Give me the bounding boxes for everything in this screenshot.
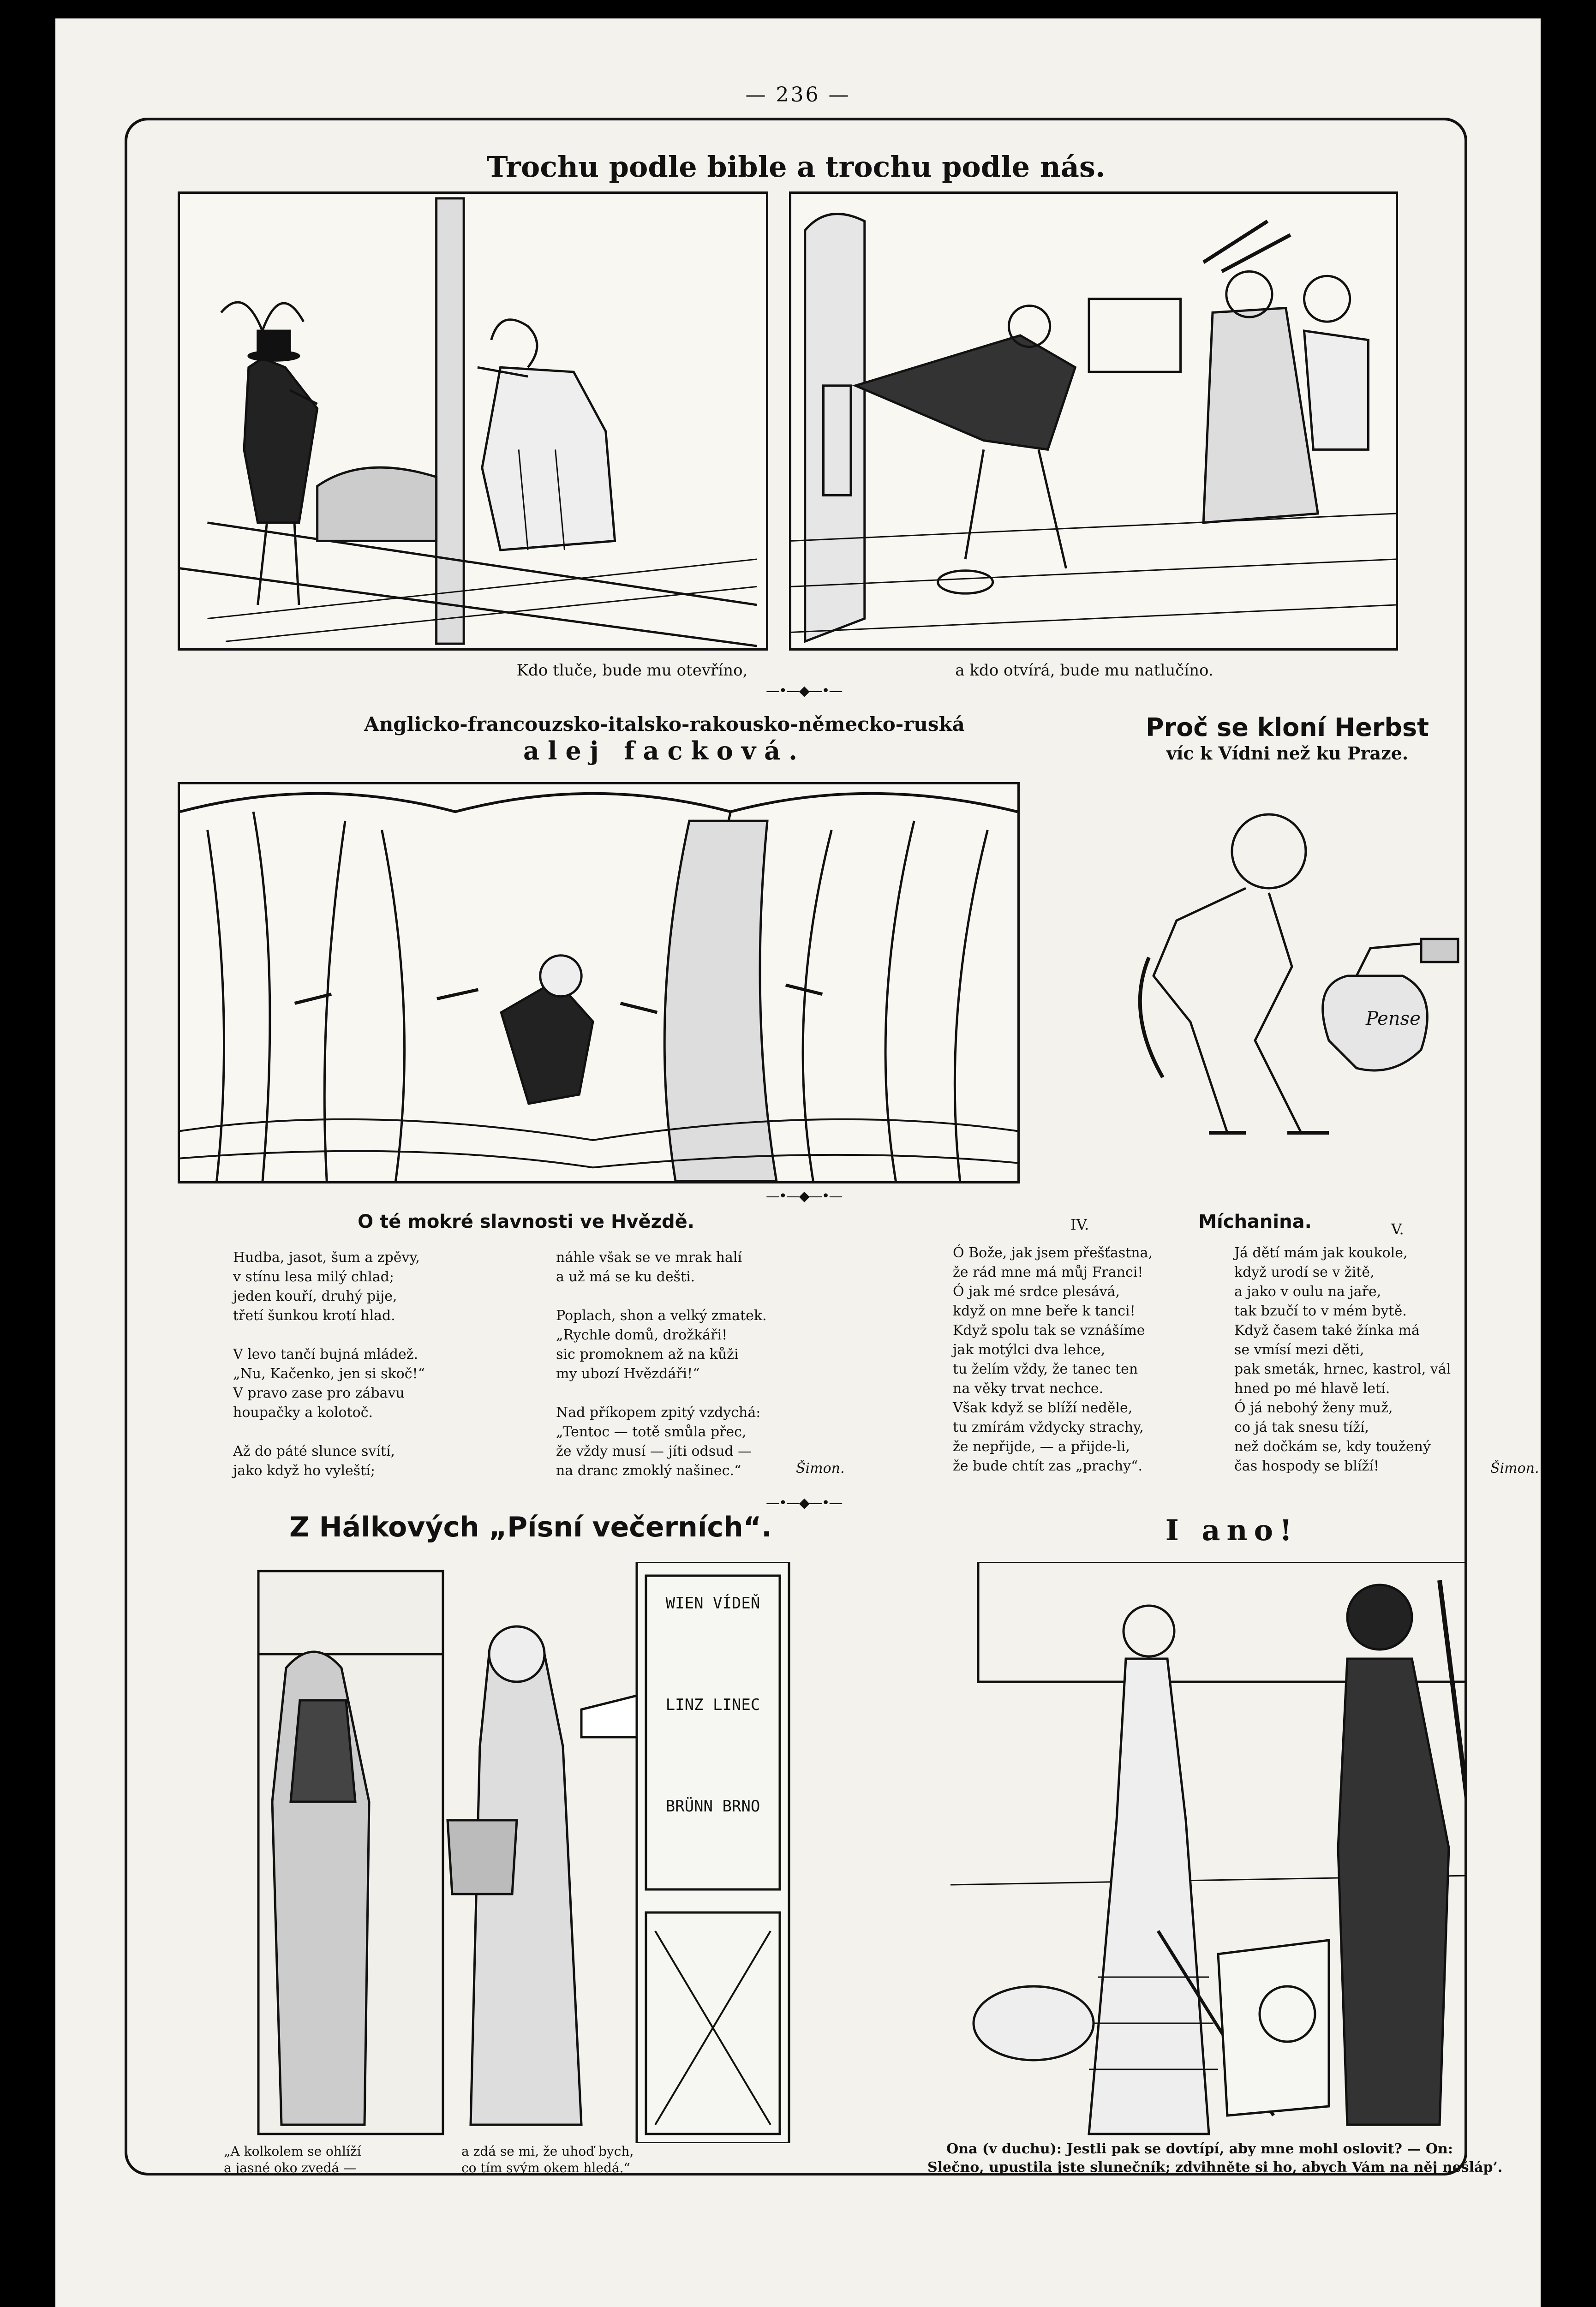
sign-vienna: WIEN VÍDEŇ [665,1594,760,1613]
section-title-alley-line1: Anglicko-francouzsko-italsko-rakousko-německo-ruská [364,713,965,735]
section-number-v: V. [1391,1220,1404,1238]
cartoon-slap-alley [178,782,1020,1183]
ornament-divider: —•—◆—•— [766,683,842,699]
caption-parasol-line2: Slečno, upustila jste slunečník; zdvihněte si ho, abych Vám na něj nešláp’. [927,2159,1503,2176]
signature-simon-1: Šimon. [796,1460,845,1476]
caption-knocking: Kdo tluče, bude mu otevříno, [516,661,748,680]
signature-simon-2: Šimon. [1490,1460,1539,1476]
section-title-herbst-line2: víc k Vídni než ku Praze. [1166,743,1409,764]
caption-halek-right: a zdá se mi, že uhoď bych, co tím svým okem hledá.“ [461,2144,634,2176]
poem-mishmash-iv: Ó Bože, jak jsem přešťastna, že rád mne má můj Franci! Ó jak mé srdce plesává, když on mne beře k tanci! Když spolu tak se vznášíme jak motýlci dva lehce, tu želím vždy, že tanec ten na věky trvat nechce. Však když se blíží neděle, tu zmírám vždycky strachy, že nepřijde, — a přijde-li, že bude chtít zas „prachy“. [953,1245,1153,1474]
section-title-mishmash: Míchanina. [1198,1211,1312,1232]
cartoon-travel-women [231,1562,817,2143]
ornament-divider-3: —•—◆—•— [766,1495,842,1511]
cartoon-herbst-bowing [1070,782,1465,1183]
page-number: — 236 — [745,83,851,107]
poem-star-col2: náhle však se ve mrak halí a už má se ku dešti. Poplach, shon a velký zmatek. „Rychle domů, drožkáři! sic promoknem až na kůži my ubozí Hvězdáři!“ Nad příkopem zpitý vzdychá: „Tentoc — totě smůla přec, že vždy musí — jíti odsud — na dranc zmoklý našinec.“ [556,1249,767,1479]
poem-mishmash-v: Já dětí mám jak koukole, když urodí se v žitě, a jako v oulu na jaře, tak bzučí to v mém bytě. Když časem také žínka má se vmísí mezi děti, pak smeták, hrnec, kastrol, vál hned po mé hlavě letí. Ó já nebohý ženy muž, co já tak snesu tíží, než dočkám se, kdy toužený čas hospody se blíží! [1234,1245,1451,1474]
section-title-alley-line2: alej facková. [523,736,806,765]
ornament-divider-2: —•—◆—•— [766,1188,842,1204]
bag-label: Pense [1366,1008,1421,1029]
newspaper-page [55,18,1541,2307]
sign-linz: LINZ LINEC [665,1696,760,1714]
section-title-yes: I ano! [1165,1513,1299,1547]
section-title-herbst-line1: Proč se kloní Herbst [1145,713,1429,742]
cartoon-parasol-encounter [950,1562,1467,2143]
caption-halek-left: „A kolkolem se ohlíží a jasné oko zvedá — [224,2144,361,2176]
sign-brno: BRÜNN BRNO [665,1797,760,1816]
section-title-halek: Z Hálkových „Písní večerních“. [289,1511,772,1543]
poem-star-col1: Hudba, jasot, šum a zpěvy, v stínu lesa milý chlad; jeden kouří, druhý pije, třetí šunkou krotí hlad. V levo tančí bujná mládež. „Nu, Kačenko, jen si skoč!“ V pravo zase pro zábavu houpačky a kolotoč. Až do páté slunce svítí, jako když ho vyleští; [233,1249,425,1479]
caption-parasol-line1: Ona (v duchu): Jestli pak se dovtípí, aby mne mohl oslovit? — On: [946,2141,1453,2157]
section-title-star-celebration: O té mokré slavnosti ve Hvězdě. [358,1211,694,1232]
cartoon-beating-door [789,191,1398,651]
section-title-bible: Trochu podle bible a trochu podle nás. [486,150,1106,184]
section-number-iv: IV. [1070,1216,1089,1233]
cartoon-knocking-door [178,191,768,651]
caption-opening: a kdo otvírá, bude mu natlučíno. [955,661,1213,680]
